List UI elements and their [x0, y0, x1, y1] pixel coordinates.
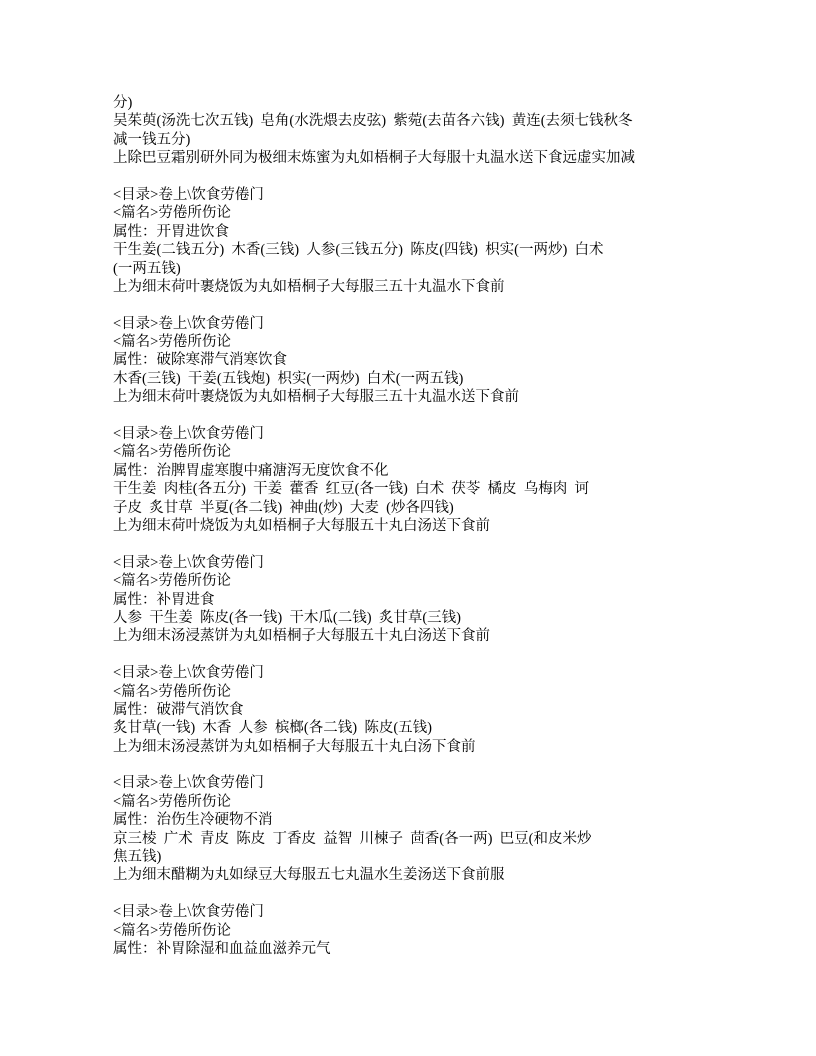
section-toc-line: <目录>卷上\饮食劳倦门: [113, 665, 264, 682]
section-toc-line: <目录>卷上\饮食劳倦门: [113, 775, 264, 792]
recipe-ingredients-line: 子皮 炙甘草 半夏(各二钱) 神曲(炒) 大麦 (炒各四钱): [113, 499, 454, 516]
section: [113, 664, 773, 756]
text-line: 吴茱萸(汤洗七次五钱) 皂角(水洗煨去皮弦) 紫菀(去苗各六钱) 黄连(去须七钱秋冬: [113, 113, 633, 130]
section-attribute-line: 属性：补胃除湿和血益血滋养元气: [113, 940, 331, 957]
section-attribute-line: 属性：破滞气消饮食: [113, 701, 244, 718]
recipe-ingredients-line: 焦五钱): [113, 849, 162, 866]
recipe-instructions-line: 上为细末汤浸蒸饼为丸如梧桐子大每服五十丸白汤下食前: [113, 738, 476, 755]
section-toc-line: <目录>卷上\饮食劳倦门: [113, 904, 264, 921]
section-toc-line: <目录>卷上\饮食劳倦门: [113, 554, 264, 571]
section: [113, 774, 773, 884]
section-title-line: <篇名>劳倦所伤论: [113, 573, 231, 590]
section: [113, 186, 773, 296]
recipe-instructions-line: 上为细末荷叶裹烧饭为丸如梧桐子大每服三五十丸温水下食前: [113, 278, 505, 295]
text-line: 上除巴豆霜别研外同为极细末炼蜜为丸如梧桐子大每服十丸温水送下食远虚实加减: [113, 150, 635, 167]
recipe-ingredients-line: 人参 干生姜 陈皮(各一钱) 干木瓜(二钱) 炙甘草(三钱): [113, 609, 461, 626]
document-text-content: [113, 94, 773, 958]
recipe-instructions-line: 上为细末汤浸蒸饼为丸如梧桐子大每服五十丸白汤送下食前: [113, 628, 490, 645]
recipe-ingredients-line: 干生姜(二钱五分) 木香(三钱) 人参(三钱五分) 陈皮(四钱) 枳实(一两炒) 白术: [113, 242, 604, 259]
recipe-ingredients-line: 干生姜 肉桂(各五分) 干姜 藿香 红豆(各一钱) 白术 茯苓 橘皮 乌梅肉 诃: [113, 481, 590, 498]
recipe-ingredients-line: 炙甘草(一钱) 木香 人参 槟榔(各二钱) 陈皮(五钱): [113, 720, 432, 737]
section-title-line: <篇名>劳倦所伤论: [113, 334, 231, 351]
section-attribute-line: 属性：补胃进食: [113, 591, 215, 608]
section-title-line: <篇名>劳倦所伤论: [113, 205, 231, 222]
section-attribute-line: 属性：开胃进饮食: [113, 223, 229, 240]
recipe-ingredients-line: (一两五钱): [113, 260, 181, 277]
section-toc-line: <目录>卷上\饮食劳倦门: [113, 426, 264, 443]
text-line: 分): [113, 95, 133, 111]
recipe-instructions-line: 上为细末醋糊为丸如绿豆大每服五七丸温水生姜汤送下食前服: [113, 867, 505, 884]
section-title-line: <篇名>劳倦所伤论: [113, 922, 231, 939]
section-toc-line: <目录>卷上\饮食劳倦门: [113, 186, 264, 203]
recipe-ingredients-line: 京三棱 广术 青皮 陈皮 丁香皮 益智 川楝子 茴香(各一两) 巴豆(和皮米炒: [113, 830, 592, 847]
recipe-instructions-line: 上为细末荷叶烧饭为丸如梧桐子大每服五十丸白汤送下食前: [113, 517, 490, 534]
section-title-line: <篇名>劳倦所伤论: [113, 793, 231, 810]
intro-block: [113, 94, 773, 168]
section-toc-line: <目录>卷上\饮食劳倦门: [113, 315, 264, 332]
section: [113, 315, 773, 407]
recipe-ingredients-line: 木香(三钱) 干姜(五钱炮) 枳实(一两炒) 白术(一两五钱): [113, 370, 464, 387]
section: [113, 554, 773, 646]
section-attribute-line: 属性：破除寒滞气消寒饮食: [113, 352, 287, 369]
text-line: 减一钱五分): [113, 131, 191, 148]
section: [113, 903, 773, 958]
section-title-line: <篇名>劳倦所伤论: [113, 683, 231, 700]
section-title-line: <篇名>劳倦所伤论: [113, 444, 231, 461]
recipe-instructions-line: 上为细末荷叶裹烧饭为丸如梧桐子大每服三五十丸温水送下食前: [113, 389, 519, 406]
section: [113, 425, 773, 535]
section-attribute-line: 属性：治脾胃虚寒腹中痛溏泻无度饮食不化: [113, 462, 389, 479]
section-attribute-line: 属性：治伤生冷硬物不消: [113, 812, 273, 829]
